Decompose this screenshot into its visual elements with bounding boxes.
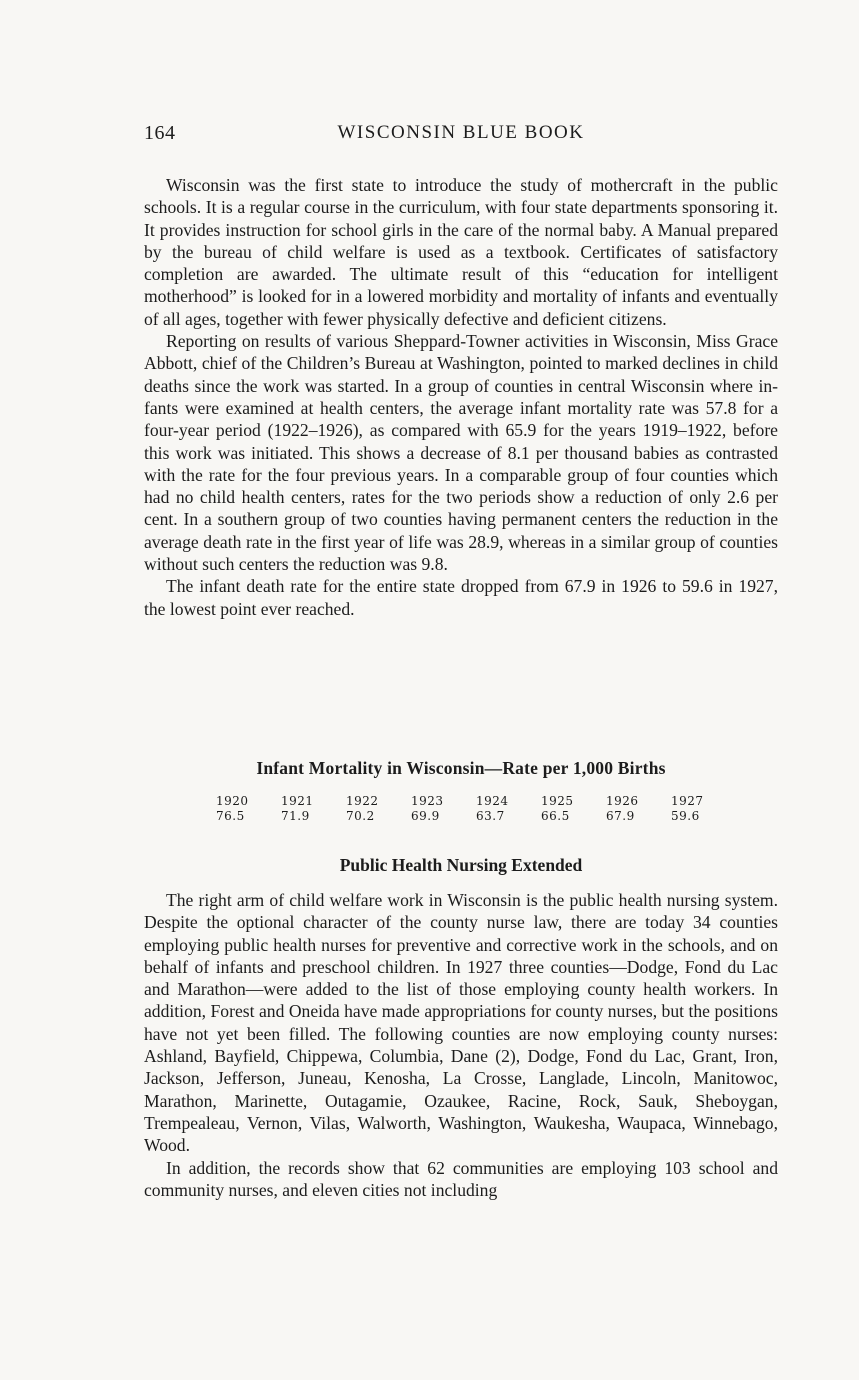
rate-cell: 66.5 <box>541 809 570 823</box>
rate-cell: 63.7 <box>476 809 505 823</box>
infant-mortality-table <box>206 794 736 824</box>
paragraph-state-death-rate: The infant death rate for the entire state dropped from 67.9 in 1926 to 59.6 in 1927, the lowest point ever reached. <box>144 576 778 619</box>
year-cell: 1927 <box>671 794 704 808</box>
year-cell: 1921 <box>281 794 314 808</box>
body-text-bottom <box>144 889 778 1201</box>
rate-cell: 76.5 <box>216 809 245 823</box>
table-row-years <box>206 794 736 809</box>
rate-cell: 59.6 <box>671 809 700 823</box>
year-cell: 1923 <box>411 794 444 808</box>
rate-cell: 67.9 <box>606 809 635 823</box>
table-title: Infant Mortality in Wisconsin—Rate per 1,000 Births <box>256 758 666 778</box>
paragraph-sheppard-towner: Reporting on results of various Sheppard-Towner activities in Wisconsin, Miss Grace Abbott, chief of the Children’s Bureau at Washington, pointed to marked declines in child deaths since the work was started. In a group of counties in central Wisconsin where infants were examined at health centers, the average infant mortality rate was 57.8 for a four-year period (1922–1926), as compared with 65.9 for the years 1919–1922, before this work was initiated. This shows a decrease of 8.1 per thousand babies as contrasted with the rate for the four previous years. In a comparable group of four counties which had no child health centers, rates for the two periods show a reduction of only 2.6 per cent. In a southern group of two counties having permanent centers the reduction in the average death rate in the first year of life was 28.9, whereas in a similar group of counties without such centers the reduction was 9.8. <box>144 331 778 575</box>
rate-cell: 69.9 <box>411 809 440 823</box>
rate-cell: 70.2 <box>346 809 375 823</box>
year-cell: 1926 <box>606 794 639 808</box>
page-header <box>144 122 778 148</box>
year-cell: 1925 <box>541 794 574 808</box>
body-text-top <box>144 174 778 620</box>
year-cell: 1920 <box>216 794 249 808</box>
section-heading: Public Health Nursing Extended <box>339 855 583 875</box>
paragraph-public-health-nursing: The right arm of child welfare work in Wisconsin is the public health nursing system. Despite the optional character of the county nurse law, there are today 34 counties employing public health nurses for preventive and corrective work in the schools, and on behalf of infants and preschool children. In 1927 three counties—Dodge, Fond du Lac and Marathon—were added to the list of those employing county health workers. In addition, Forest and Oneida have made appropriations for county nurses, but the positions have not yet been filled. The following counties are now employing county nurses: Ashland, Bayfield, Chippewa, Columbia, Dane (2), Dodge, Fond du Lac, Grant, Iron, Jackson, Jefferson, Juneau, Kenosha, La Crosse, Langlade, Lincoln, Manitowoc, Marathon, Marinette, Outagamie, Ozaukee, Racine, Rock, Sauk, Sheboygan, Trempealeau, Vernon, Vilas, Walworth, Washington, Waukesha, Waupaca, Winnebago, Wood. <box>144 890 778 1156</box>
year-cell: 1924 <box>476 794 509 808</box>
table-row-rates <box>206 809 736 824</box>
rate-cell: 71.9 <box>281 809 310 823</box>
year-cell: 1922 <box>346 794 379 808</box>
paragraph-school-nurses: In addition, the records show that 62 communities are employing 103 school and community nurses, and eleven cities not including <box>144 1157 778 1200</box>
page-number: 164 <box>144 122 176 144</box>
paragraph-mothercraft: Wisconsin was the first state to introduce the study of mothercraft in the public schools. It is a regular course in the curriculum, with four state departments sponsoring it. It provides instruction for school girls in the care of the normal baby. A Manual prepared by the bureau of child welfare is used as a textbook. Certificates of satisfactory completion are awarded. The ultimate result of this “education for intelligent motherhood” is looked for in a lowered morbidity and mortality of infants and eventually of all ages, together with fewer physically defective and deficient citizens. <box>144 175 778 329</box>
running-head: WISCONSIN BLUE BOOK <box>337 122 585 143</box>
